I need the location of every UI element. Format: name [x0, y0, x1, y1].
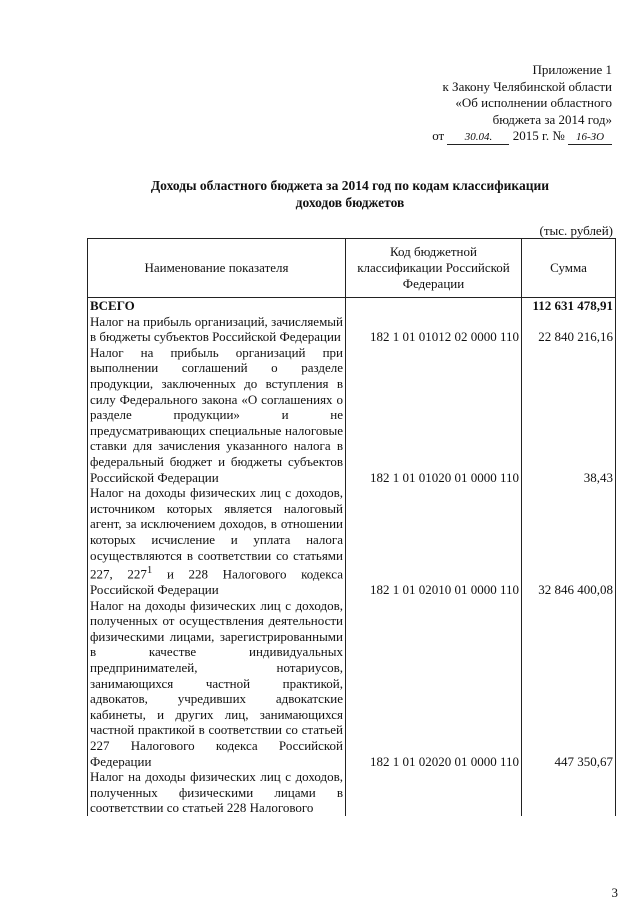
- units-label: (тыс. рублей): [539, 223, 613, 238]
- row-code: 182 1 01 02020 01 0000 110: [346, 598, 522, 770]
- row-code: 182 1 01 02010 01 0000 110: [346, 485, 522, 597]
- appendix-line-4: бюджета за 2014 год»: [492, 111, 612, 127]
- row-name: Налог на прибыль организаций при выполнении соглашений о разделе продукции, заключенных до вступления в силу Федерального закона «О соглашениях о разделе продукции» и не предусматривающих специальные налоговые ставки для зачисления указанного налога в федеральный бюджет и бюджеты субъектов Российской Федерации: [88, 345, 346, 485]
- row-name: Налог на доходы физических лиц с доходов, полученных от осуществления деятельности физическими лицами, зарегистрированными в качестве индивидуальных предпринимателей, нотариусов, занимающихся частной практикой, адвокатов, учредивших адвокатские кабинеты, и других лиц, занимающихся частной практикой в соответствии со статьей 227 Налогового кодекса Российской Федерации: [88, 598, 346, 770]
- row-name-text-end: и 228 Налогового кодекса Российской Федерации: [90, 566, 344, 598]
- table-row-total: [88, 298, 616, 314]
- row-name: Налог на доходы физических лиц с доходов, полученных физическими лицами в соответствии со статьей 228 Налогового: [88, 769, 346, 816]
- title-line-1: Доходы областного бюджета за 2014 год по кодам классификации: [150, 178, 550, 193]
- total-name: ВСЕГО: [88, 298, 346, 314]
- row-name-text: Налог на доходы физических лиц с доходов, источником которых является налоговый агент, за исключением доходов, в отношении которых исчисление и уплата налога осуществляются в соответствии со статьями 227, 227: [90, 485, 343, 582]
- header-code: Код бюджетной классификации Российской Федерации: [346, 239, 522, 298]
- row-name: [88, 485, 346, 597]
- table-row: [88, 314, 616, 345]
- row-sum: 22 840 216,16: [522, 314, 616, 345]
- appendix-date-line: [312, 128, 612, 145]
- row-sum: [522, 769, 616, 816]
- from-label: от: [432, 128, 445, 143]
- appendix-line-2: к Закону Челябинской области: [442, 78, 612, 94]
- row-sum: 38,43: [522, 345, 616, 485]
- table-row: [88, 345, 616, 485]
- document-title: [90, 177, 610, 211]
- row-sum: 32 846 400,08: [522, 485, 616, 597]
- income-table: [87, 238, 616, 816]
- row-code: 182 1 01 01012 02 0000 110: [346, 314, 522, 345]
- header-sum: Сумма: [522, 239, 616, 298]
- page-number: 3: [611, 885, 618, 900]
- year-text: 2015 г. №: [512, 128, 565, 143]
- total-sum: 112 631 478,91: [522, 298, 616, 314]
- row-code: 182 1 01 01020 01 0000 110: [346, 345, 522, 485]
- article-superscript: 1: [146, 564, 153, 577]
- table-row: [88, 769, 616, 816]
- handwritten-law-number: 16-ЗО: [568, 131, 612, 145]
- title-line-2: доходов бюджетов: [295, 195, 405, 210]
- row-name: Налог на прибыль организаций, зачисляемый в бюджеты субъектов Российской Федерации: [88, 314, 346, 345]
- appendix-block: [312, 62, 612, 145]
- table-header-row: [88, 239, 616, 298]
- header-name: Наименование показателя: [88, 239, 346, 298]
- table-row: [88, 598, 616, 770]
- appendix-line-3: «Об исполнении областного: [455, 95, 612, 110]
- row-code: [346, 769, 522, 816]
- row-sum: 447 350,67: [522, 598, 616, 770]
- appendix-line-1: Приложение 1: [532, 62, 612, 77]
- table-row: [88, 485, 616, 597]
- total-code: [346, 298, 522, 314]
- handwritten-date: 30.04.: [447, 131, 509, 145]
